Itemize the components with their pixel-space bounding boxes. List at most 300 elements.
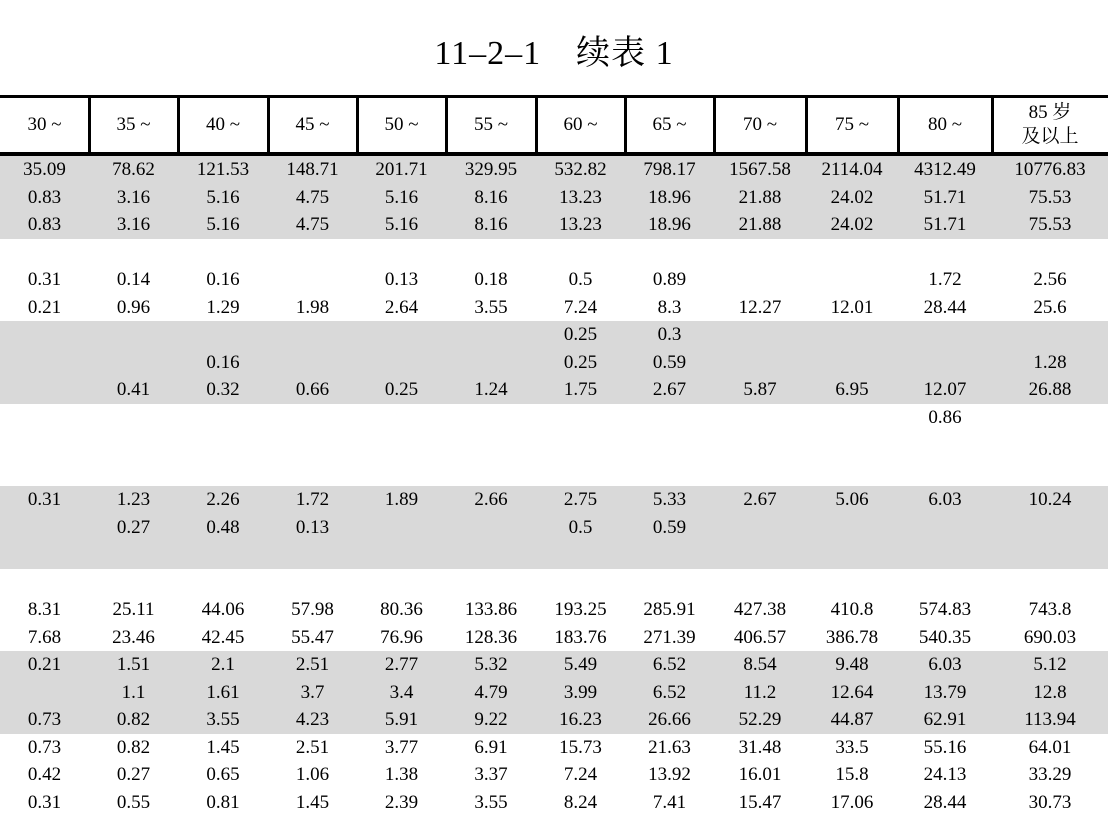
table-cell: 6.03 [928,654,962,675]
table-cell: 0.48 [206,516,240,538]
table-cell: 0.82 [116,736,151,758]
table-cell: 76.96 [380,626,423,648]
table-cell [898,431,992,459]
table-cell: 78.62 [112,159,155,180]
table-cell [0,376,89,404]
table-cell [357,459,446,487]
table-cell [806,431,898,459]
table-cell: 4.23 [295,709,330,730]
table-cell [898,514,992,542]
table-cell: 1.23 [116,489,151,510]
table-cell [357,321,446,349]
table-cell: 1567.58 [729,159,791,180]
column-header: 45 ~ [295,114,330,135]
table-cell: 329.95 [464,159,518,180]
table-cell [0,349,89,377]
table-cell: 25.11 [112,599,155,620]
table-cell: 16.01 [738,764,782,785]
table-cell: 8.31 [27,599,62,620]
table-cell: 743.8 [1028,599,1072,620]
table-cell: 3.55 [474,791,508,813]
table-row [0,679,1108,707]
table-cell [806,541,898,569]
column-header: 65 ~ [652,114,687,135]
table-cell: 5.12 [1033,654,1067,675]
table-cell [89,239,178,267]
table-cell [89,349,178,377]
table-cell: 75.53 [1028,214,1072,235]
table-cell: 4.79 [474,681,508,703]
table-cell [178,431,268,459]
table-cell [446,321,536,349]
table-cell [268,321,357,349]
table-cell: 9.48 [835,654,869,675]
column-divider [445,98,448,152]
table-cell: 1.75 [563,379,598,400]
table-cell: 80.36 [380,599,423,620]
table-cell: 8.3 [657,296,682,318]
table-cell [268,404,357,432]
table-cell: 0.59 [652,516,687,538]
column-divider [713,98,716,152]
table-cell [268,459,357,487]
table-row [0,789,1108,817]
table-cell [714,239,806,267]
table-cell: 1.38 [384,764,419,785]
table-cell: 10.24 [1028,489,1072,510]
table-cell [178,239,268,267]
table-cell: 410.8 [830,599,874,620]
table-cell: 183.76 [554,626,607,648]
table-cell: 21.88 [738,214,782,235]
table-cell [268,266,357,294]
table-cell: 0.59 [652,351,687,373]
table-cell [536,404,625,432]
table-cell: 9.22 [474,709,508,730]
table-cell [178,321,268,349]
table-cell: 3.77 [384,736,419,758]
table-cell: 201.71 [375,159,428,180]
table-cell: 2.77 [384,654,419,675]
table-cell: 24.02 [830,214,874,235]
table-cell: 3.55 [206,709,240,730]
table-cell: 75.53 [1028,186,1072,208]
table-cell: 0.25 [563,324,598,345]
table-cell: 18.96 [648,186,691,208]
table-cell: 5.16 [384,214,419,235]
table-row [0,376,1108,404]
table-cell [625,459,714,487]
table-cell [536,239,625,267]
table-cell [178,404,268,432]
table-cell: 5.33 [652,489,687,510]
table-cell: 11.2 [743,681,777,703]
column-header: 55 ~ [473,114,509,135]
table-cell [446,459,536,487]
table-cell: 5.49 [563,654,598,675]
table-cell: 4.75 [295,186,330,208]
table-cell: 33.29 [1028,764,1072,785]
table-cell: 1.24 [474,379,508,400]
table-cell: 44.06 [201,599,245,620]
table-cell [178,459,268,487]
table-cell: 26.66 [648,709,691,730]
table-cell: 0.21 [27,296,62,318]
table-row [0,706,1108,734]
table-cell: 3.16 [116,214,151,235]
table-cell: 52.29 [738,709,782,730]
table-cell: 6.91 [474,736,508,758]
table-cell: 5.16 [384,186,419,208]
table-cell [268,349,357,377]
table-cell: 0.5 [568,516,593,538]
table-cell [714,514,806,542]
table-cell: 0.31 [27,489,62,510]
table-cell: 0.14 [116,269,151,290]
table-cell: 6.03 [928,489,962,510]
table-cell [714,569,806,597]
column-divider [897,98,900,152]
table-cell: 28.44 [923,296,967,318]
table-cell [714,541,806,569]
table-cell: 15.47 [738,791,782,813]
table-cell: 0.21 [27,654,62,675]
table-cell: 1.72 [295,489,330,510]
table-cell [625,239,714,267]
table-cell: 1.45 [295,791,330,813]
column-header: 35 ~ [116,114,151,135]
table-row [0,596,1108,624]
table-cell: 6.95 [835,379,869,400]
table-cell: 26.88 [1028,379,1072,400]
table-cell [992,514,1108,542]
table-cell: 6.52 [652,654,687,675]
table-cell: 406.57 [733,626,787,648]
table-cell: 33.5 [835,736,869,758]
table-cell [0,239,89,267]
table-cell: 3.55 [474,296,508,318]
table-cell: 57.98 [291,599,334,620]
table-cell [446,541,536,569]
table-cell [898,321,992,349]
table-cell: 540.35 [918,626,972,648]
table-cell: 2.51 [295,736,330,758]
table-cell [0,541,89,569]
table-cell: 133.86 [464,599,518,620]
table-cell: 13.23 [559,186,602,208]
table-cell [625,431,714,459]
table-cell: 4312.49 [914,159,976,180]
column-divider [177,98,180,152]
table-row [0,486,1108,514]
table-cell: 1.98 [295,296,330,318]
table-cell: 285.91 [643,599,696,620]
table-row [0,569,1108,597]
column-divider [805,98,808,152]
table-cell: 0.73 [27,736,62,758]
table-cell [806,569,898,597]
table-cell: 0.27 [116,516,151,538]
table-cell [268,431,357,459]
table-cell: 0.73 [27,709,62,730]
table-cell: 12.01 [830,296,874,318]
table-cell: 0.42 [27,764,62,785]
table-cell: 8.16 [474,214,508,235]
table-cell [806,404,898,432]
table-cell: 5.06 [835,489,869,510]
table-cell: 2.56 [1033,269,1067,290]
table-row [0,294,1108,322]
table-cell: 17.06 [830,791,874,813]
table-cell: 18.96 [648,214,691,235]
table-cell: 21.63 [648,736,691,758]
table-cell: 0.13 [384,269,419,290]
table-cell [536,569,625,597]
table-cell [714,459,806,487]
table-cell [446,431,536,459]
table-cell: 16.23 [559,709,602,730]
table-cell [357,541,446,569]
table-cell: 0.3 [657,324,682,345]
table-cell: 0.55 [116,791,151,813]
table-cell: 193.25 [554,599,607,620]
table-cell [357,431,446,459]
column-divider [88,98,91,152]
table-header [0,98,1108,152]
table-row [0,459,1108,487]
table-cell: 0.31 [27,791,62,813]
table-cell: 0.16 [206,269,240,290]
table-cell: 25.6 [1033,296,1067,318]
table-row [0,349,1108,377]
table-cell [89,569,178,597]
table-cell: 3.7 [300,681,325,703]
table-row [0,211,1108,239]
table-cell: 3.16 [116,186,151,208]
table-cell: 28.44 [923,791,967,813]
table-cell: 1.45 [206,736,240,758]
table-cell [806,459,898,487]
column-header: 80 ~ [927,114,963,135]
table-cell: 35.09 [23,159,66,180]
table-cell: 12.27 [738,296,782,318]
table-cell: 1.72 [928,269,962,290]
table-cell: 23.46 [112,626,155,648]
table-cell: 0.83 [27,214,62,235]
table-cell: 2.51 [295,654,330,675]
table-cell: 128.36 [464,626,518,648]
table-cell [446,569,536,597]
table-row [0,734,1108,762]
table-cell [446,514,536,542]
table-cell: 0.81 [206,791,240,813]
column-header: 50 ~ [384,114,419,135]
table-title: 11–2–1 续表 1 [434,35,674,72]
table-cell [992,239,1108,267]
table-cell: 2.26 [206,489,240,510]
table-cell [446,404,536,432]
table-row [0,404,1108,432]
table-cell: 4.75 [295,214,330,235]
table-cell: 3.4 [389,681,414,703]
column-divider [991,98,994,152]
table-cell [268,569,357,597]
table-cell: 0.18 [474,269,508,290]
table-cell: 2114.04 [821,159,883,180]
table-row [0,651,1108,679]
table-cell: 1.51 [116,654,151,675]
table-cell: 386.78 [825,626,879,648]
table-cell: 12.64 [830,681,874,703]
table-cell [898,349,992,377]
table-cell: 6.52 [652,681,687,703]
table-cell: 0.5 [568,269,593,290]
table-cell: 2.67 [652,379,687,400]
table-cell: 13.92 [648,764,691,785]
table-cell [178,541,268,569]
table-cell: 0.96 [116,296,151,318]
table-cell: 532.82 [554,159,607,180]
table-cell: 3.99 [563,681,598,703]
column-header: 60 ~ [563,114,598,135]
table-cell: 0.41 [116,379,151,400]
table-row [0,541,1108,569]
table-cell: 0.66 [295,379,330,400]
table-cell: 113.94 [1024,709,1076,730]
table-cell [89,404,178,432]
table-cell [268,239,357,267]
table-cell: 7.24 [563,764,598,785]
table-cell: 1.28 [1033,351,1067,373]
table-cell: 8.16 [474,186,508,208]
table-cell [0,459,89,487]
table-cell [625,404,714,432]
table-cell: 5.16 [206,186,240,208]
table-cell: 0.89 [652,269,687,290]
column-header: 85 岁及以上 [1021,102,1079,147]
table-cell [992,431,1108,459]
table-cell: 55.47 [291,626,334,648]
table-cell: 15.73 [559,736,602,758]
column-header: 75 ~ [834,114,870,135]
table-cell [536,541,625,569]
table-cell: 24.02 [830,186,874,208]
table-cell: 8.54 [743,654,777,675]
table-cell: 5.87 [743,379,777,400]
table-cell [714,431,806,459]
table-cell: 64.01 [1028,736,1072,758]
table-cell: 0.86 [928,406,962,428]
table-row [0,321,1108,349]
table-row [0,761,1108,789]
table-cell [992,459,1108,487]
table-cell: 0.13 [295,516,330,538]
table-cell [89,541,178,569]
table-cell: 10776.83 [1014,159,1086,180]
table-cell [806,239,898,267]
table-cell [0,404,89,432]
table-cell: 2.1 [211,654,235,675]
table-row [0,624,1108,652]
table-cell: 2.64 [384,296,419,318]
table-cell: 1.29 [206,296,240,318]
table-cell: 0.31 [27,269,62,290]
table-cell [625,541,714,569]
table-cell: 0.82 [116,709,151,730]
table-cell [992,541,1108,569]
table-cell: 427.38 [733,599,787,620]
table-cell: 31.48 [738,736,782,758]
table-row [0,184,1108,212]
table-row [0,266,1108,294]
table-cell [0,431,89,459]
table-cell: 1.61 [206,681,240,703]
table-cell [446,239,536,267]
table-cell: 0.16 [206,351,240,373]
table-cell [357,404,446,432]
table-cell [89,459,178,487]
table-cell [714,321,806,349]
table-cell [992,404,1108,432]
table-cell: 62.91 [923,709,967,730]
column-divider [356,98,359,152]
table-cell [0,514,89,542]
table-cell [806,266,898,294]
table-cell [898,569,992,597]
table-cell [898,459,992,487]
table-cell: 798.17 [643,159,696,180]
table-cell: 42.45 [201,626,245,648]
table-row [0,431,1108,459]
table-cell: 1.89 [384,489,419,510]
table-cell [357,569,446,597]
table-cell: 5.16 [206,214,240,235]
table-cell [536,459,625,487]
table-cell: 0.25 [563,351,598,373]
column-header: 40 ~ [205,114,241,135]
table-cell [992,321,1108,349]
table-cell: 2.67 [743,489,777,510]
table-cell: 0.83 [27,186,62,208]
table-cell: 15.8 [835,764,869,785]
table-cell [898,239,992,267]
table-cell: 13.23 [559,214,602,235]
table-cell [714,266,806,294]
table-cell: 271.39 [643,626,696,648]
table-cell [806,349,898,377]
table-cell [89,431,178,459]
table-cell: 148.71 [286,159,339,180]
table-cell: 51.71 [923,214,967,235]
table-cell: 121.53 [196,159,250,180]
table-cell: 21.88 [738,186,782,208]
table-row [0,514,1108,542]
table-row [0,156,1108,184]
table-cell [357,239,446,267]
table-cell [898,541,992,569]
table-cell: 5.32 [474,654,508,675]
table-cell [0,569,89,597]
table-cell: 12.8 [1033,681,1067,703]
table-cell: 2.66 [474,489,508,510]
table-cell [625,569,714,597]
table-cell [357,349,446,377]
table-cell: 5.91 [384,709,419,730]
table-row [0,239,1108,267]
table-cell [714,349,806,377]
table-cell [446,349,536,377]
column-divider [267,98,270,152]
